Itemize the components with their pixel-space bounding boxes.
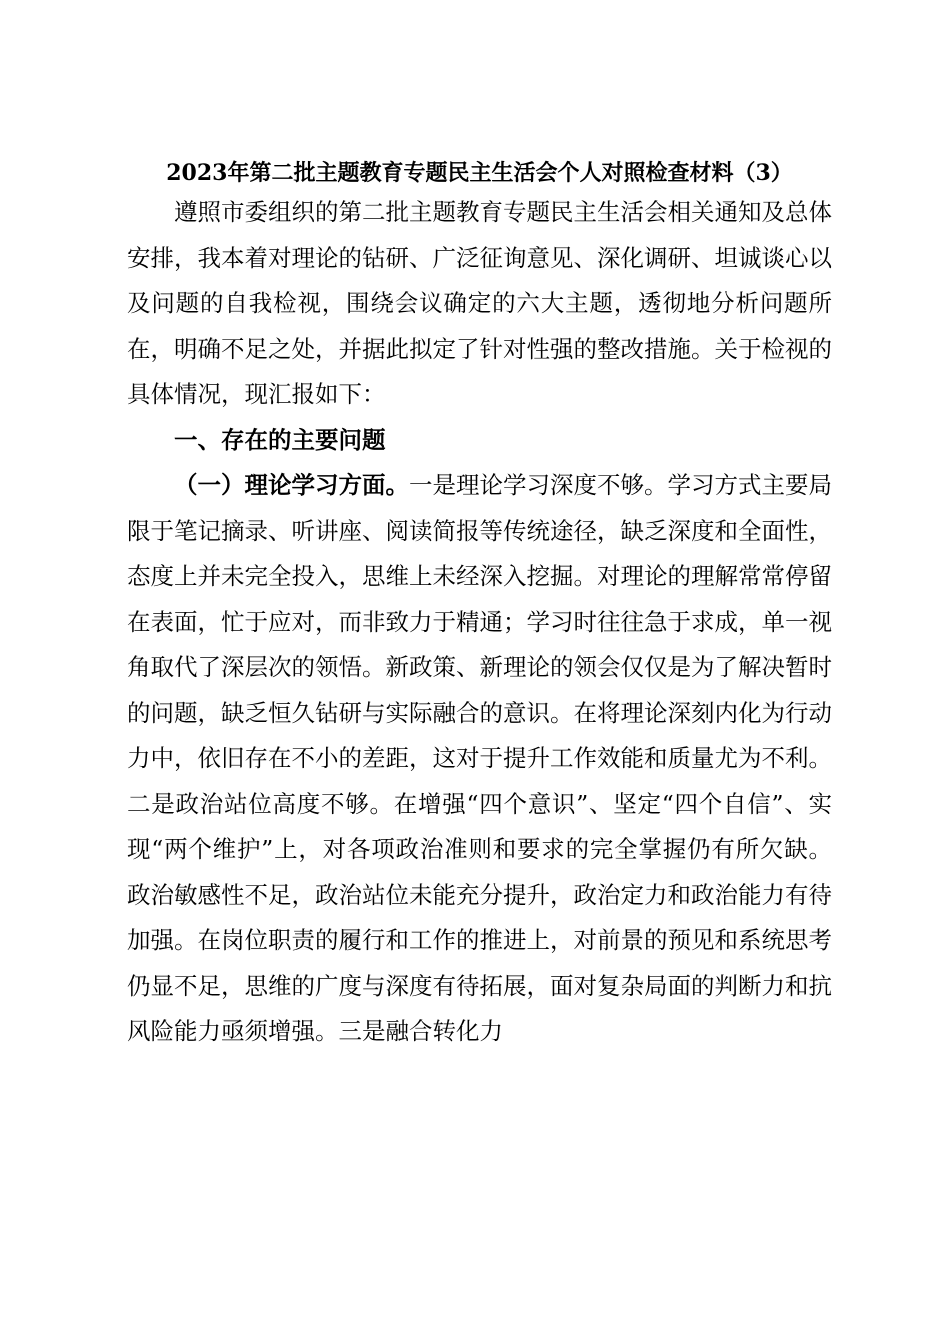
section-heading: 一、存在的主要问题 xyxy=(174,425,386,454)
intro-paragraph: 遵照市委组织的第二批主题教育专题民主生活会相关通知及总体安排，我本着对理论的钻研、广泛征询意见、深化调研、坦诚谈心以及问题的自我检视，围绕会议确定的六大主题，透彻地分析问题所在，明确不足之处，并据此拟定了针对性强的整改措施。关于检视的具体情况，现汇报如下： xyxy=(127,198,832,408)
document-title: 2023年第二批主题教育专题民主生活会个人对照检查材料（3） xyxy=(166,160,793,186)
theory-study-paragraph xyxy=(127,463,832,1055)
subsection-label: （一）理论学习方面。 xyxy=(174,471,409,499)
subsection-body: 一是理论学习深度不够。学习方式主要局限于笔记摘录、听讲座、阅读简报等传统途径，缺乏深度和全面性，态度上并未完全投入，思维上未经深入挖掘。对理论的理解常常停留在表面，忙于应对，而非致力于精通；学习时往往急于求成，单一视角取代了深层次的领悟。新政策、新理论的领会仅仅是为了解决暂时的问题，缺乏恒久钻研与实际融合的意识。在将理论深刻内化为行动力中，依旧存在不小的差距，这对于提升工作效能和质量尤为不利。二是政治站位高度不够。在增强“四个意识”、坚定“四个自信”、实现“两个维护”上，对各项政治准则和要求的完全掌握仍有所欠缺。政治敏感性不足，政治站位未能充分提升，政治定力和政治能力有待加强。在岗位职责的履行和工作的推进上，对前景的预见和系统思考仍显不足，思维的广度与深度有待拓展，面对复杂局面的判断力和抗风险能力亟须增强。三是融合转化力 xyxy=(127,471,832,1045)
document-body xyxy=(127,156,832,1055)
